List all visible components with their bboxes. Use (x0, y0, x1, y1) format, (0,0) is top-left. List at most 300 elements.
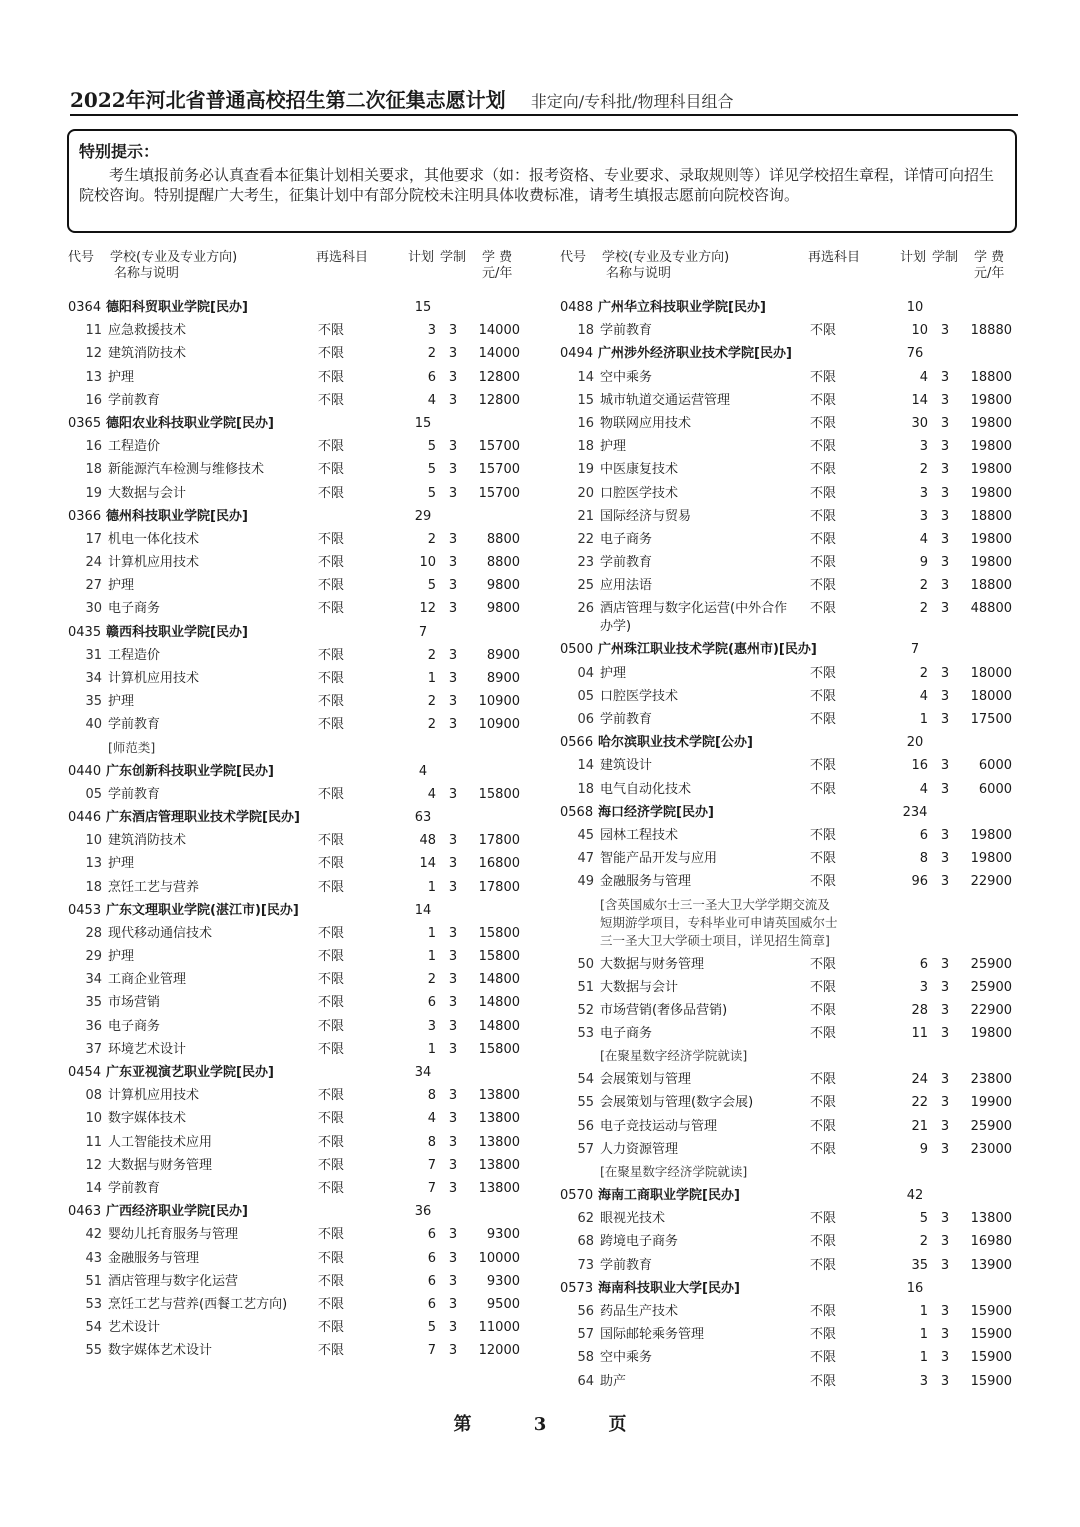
major-years: 3 (940, 462, 950, 478)
school-name: 广东亚视演艺职业学院[民办] (106, 1065, 274, 1080)
major-fee: 19800 (970, 851, 1012, 867)
major-subject: 不限 (318, 323, 345, 339)
major-subject: 不限 (810, 1118, 837, 1134)
major-fee: 15800 (478, 949, 520, 965)
major-name: 建筑消防技术 (108, 346, 187, 362)
header-plan: 计划 (408, 250, 435, 265)
school-row (560, 1277, 1015, 1300)
major-plan: 10 (419, 555, 436, 571)
major-name: 酒店管理与数字化运营 (108, 1273, 239, 1289)
major-row (560, 953, 1015, 976)
school-row (560, 638, 1015, 661)
major-code: 57 (577, 1327, 594, 1343)
school-code: 0365 (68, 415, 102, 431)
major-subject: 不限 (810, 1350, 837, 1366)
major-subject: 不限 (318, 485, 345, 501)
major-subject: 不限 (810, 851, 837, 867)
major-code: 16 (85, 392, 102, 408)
major-fee: 18800 (970, 578, 1012, 594)
major-name: 口腔医学技术 (600, 485, 679, 501)
school-code: 0570 (560, 1188, 594, 1203)
major-code: 42 (85, 1227, 102, 1243)
major-subject: 不限 (318, 369, 345, 385)
major-years: 3 (448, 1088, 458, 1104)
major-row (68, 1107, 523, 1130)
major-row (68, 574, 523, 597)
major-code: 11 (85, 323, 102, 339)
major-code: 55 (85, 1343, 102, 1359)
major-fee: 19800 (970, 531, 1012, 547)
major-name: 学前教育 (108, 392, 161, 408)
major-row (68, 1131, 523, 1154)
school-name: 哈尔滨职业技术学院[公办] (598, 735, 753, 751)
major-plan: 4 (919, 688, 928, 704)
major-row (560, 1300, 1015, 1323)
major-name: 护理 (108, 949, 135, 965)
major-plan: 6 (919, 956, 928, 972)
major-name: 环境艺术设计 (108, 1041, 187, 1057)
header-fee-line2: 元/年 (482, 266, 513, 281)
major-name: 酒店管理与数字化运营(中外合作办学) (600, 601, 788, 635)
major-fee: 18000 (970, 665, 1012, 681)
major-row (560, 366, 1015, 389)
major-years: 3 (940, 1257, 950, 1273)
school-code: 0566 (560, 735, 594, 751)
school-total-plan: 7 (418, 624, 428, 640)
major-years: 3 (448, 369, 458, 385)
major-name: 现代移动通信技术 (108, 925, 213, 941)
major-code: 18 (577, 439, 594, 455)
major-row (68, 342, 523, 365)
major-fee: 15700 (478, 439, 520, 455)
major-code: 43 (85, 1250, 102, 1266)
major-row (560, 847, 1015, 870)
major-years: 3 (940, 323, 950, 339)
major-code: 18 (85, 462, 102, 478)
major-fee: 22900 (970, 874, 1012, 890)
major-fee: 10900 (478, 717, 520, 733)
major-years: 3 (448, 1157, 458, 1173)
major-fee: 19800 (970, 415, 1012, 431)
major-code: 56 (577, 1303, 594, 1319)
major-name: 人力资源管理 (600, 1141, 679, 1157)
major-subject: 不限 (810, 415, 837, 431)
major-row (560, 708, 1015, 731)
major-name: 应急救援技术 (108, 323, 187, 339)
major-row (560, 435, 1015, 458)
major-subject: 不限 (810, 1327, 837, 1343)
major-code: 55 (577, 1095, 594, 1111)
major-code: 12 (85, 346, 102, 362)
major-code: 51 (85, 1273, 102, 1289)
major-plan: 48 (419, 833, 436, 849)
major-subject: 不限 (318, 1320, 345, 1336)
major-row (68, 389, 523, 412)
school-total-plan: 76 (906, 346, 924, 362)
major-plan: 5 (427, 439, 436, 455)
major-name: 物联网应用技术 (600, 415, 692, 431)
major-row (560, 778, 1015, 801)
header-code: 代号 (560, 250, 587, 265)
major-row (68, 1015, 523, 1038)
major-years: 3 (940, 665, 950, 681)
major-subject: 不限 (810, 578, 837, 594)
major-subject: 不限 (318, 462, 345, 478)
major-plan: 4 (919, 531, 928, 547)
major-fee: 6000 (978, 781, 1012, 797)
major-plan: 4 (427, 786, 436, 802)
major-fee: 15800 (478, 925, 520, 941)
header-years: 学制 (932, 250, 959, 265)
major-subject: 不限 (318, 601, 345, 617)
major-row (68, 667, 523, 690)
major-fee: 19800 (970, 827, 1012, 843)
major-name: 建筑消防技术 (108, 833, 187, 849)
major-years: 3 (448, 1041, 458, 1057)
major-plan: 6 (427, 1273, 436, 1289)
major-fee: 23000 (970, 1141, 1012, 1157)
major-subject: 不限 (318, 1343, 345, 1359)
major-subject: 不限 (318, 833, 345, 849)
major-name: 建筑设计 (600, 758, 653, 774)
school-name: 广州华立科技职业学院[民办] (598, 300, 766, 315)
major-plan: 1 (919, 1327, 928, 1343)
major-code: 53 (577, 1026, 594, 1042)
major-row (68, 1223, 523, 1246)
major-fee: 25900 (970, 956, 1012, 972)
major-fee: 18800 (970, 369, 1012, 385)
major-fee: 8900 (486, 671, 520, 686)
major-note: [在聚星数字经济学院就读] (600, 1164, 748, 1179)
major-fee: 13800 (478, 1157, 520, 1173)
major-code: 64 (577, 1373, 594, 1389)
school-code: 0500 (560, 642, 594, 658)
major-plan: 2 (919, 578, 928, 594)
major-code: 15 (577, 392, 594, 408)
major-fee: 14000 (478, 323, 520, 339)
major-subject: 不限 (318, 1250, 345, 1266)
major-code: 30 (85, 601, 102, 617)
major-years: 3 (448, 485, 458, 501)
major-row (68, 551, 523, 574)
major-code: 17 (85, 531, 102, 547)
major-name: 口腔医学技术 (600, 688, 679, 704)
major-fee: 17800 (478, 879, 520, 895)
major-plan: 8 (919, 851, 928, 867)
school-total-plan: 36 (414, 1204, 432, 1220)
major-name: 学前教育 (600, 712, 653, 727)
major-code: 22 (577, 531, 594, 547)
major-subject: 不限 (810, 323, 837, 339)
header-name-line1: 学校(专业及专业方向) (110, 250, 238, 265)
major-subject: 不限 (810, 555, 837, 571)
major-code: 14 (85, 1180, 102, 1196)
major-code: 47 (577, 851, 594, 867)
major-subject: 不限 (318, 1134, 345, 1150)
major-years: 3 (448, 323, 458, 339)
major-name: 药品生产技术 (600, 1303, 679, 1319)
major-plan: 1 (427, 1041, 436, 1057)
major-plan: 4 (427, 392, 436, 408)
major-fee: 12000 (478, 1343, 520, 1359)
major-years: 3 (448, 786, 458, 802)
major-code: 18 (577, 781, 594, 797)
school-name: 广西经济职业学院[民办] (106, 1204, 248, 1220)
major-name: 计算机应用技术 (108, 555, 200, 571)
major-name: 烹饪工艺与营养 (108, 879, 200, 895)
school-row (560, 342, 1015, 365)
major-code: 13 (85, 369, 102, 385)
school-name: 广东酒店管理职业技术学院[民办] (106, 809, 300, 825)
major-code: 10 (85, 833, 102, 849)
major-subject: 不限 (810, 956, 837, 972)
school-row (68, 1200, 523, 1223)
major-fee: 25900 (970, 979, 1012, 995)
major-plan: 24 (911, 1072, 928, 1088)
major-row (68, 968, 523, 991)
major-fee: 23800 (970, 1072, 1012, 1088)
major-row (560, 482, 1015, 505)
school-total-plan: 29 (414, 508, 432, 524)
major-years: 3 (448, 531, 458, 547)
major-plan: 22 (911, 1095, 928, 1111)
major-plan: 1 (919, 1303, 928, 1319)
major-plan: 2 (427, 694, 436, 710)
major-years: 3 (940, 1095, 950, 1111)
right-column (560, 250, 1015, 1393)
major-fee: 18800 (970, 508, 1012, 524)
major-code: 57 (577, 1141, 594, 1157)
major-code: 31 (85, 647, 102, 663)
header-fee-line1: 学 费 (974, 250, 1005, 265)
major-years: 3 (940, 1072, 950, 1088)
school-name: 赣西科技职业学院[民办] (106, 624, 248, 640)
major-row (560, 1022, 1015, 1045)
footer-prefix: 第 (453, 1414, 472, 1435)
major-plan: 3 (427, 1018, 436, 1034)
major-years: 3 (448, 694, 458, 710)
major-name: 大数据与财务管理 (108, 1157, 213, 1173)
major-name: 金融服务与管理 (108, 1250, 200, 1266)
major-subject: 不限 (318, 786, 345, 802)
major-subject: 不限 (810, 979, 837, 995)
major-plan: 2 (919, 462, 928, 478)
header-name-line2: 名称与说明 (606, 266, 672, 281)
school-name: 广州珠江职业技术学院(惠州市)[民办] (598, 642, 817, 658)
school-total-plan: 15 (414, 300, 432, 315)
major-subject: 不限 (318, 1273, 345, 1289)
school-total-plan: 42 (906, 1188, 924, 1203)
major-code: 37 (85, 1041, 102, 1057)
major-plan: 6 (427, 369, 436, 385)
footer-suffix: 页 (608, 1414, 627, 1435)
major-plan: 96 (911, 874, 928, 890)
school-total-plan: 20 (906, 735, 924, 751)
major-plan: 1 (427, 879, 436, 895)
major-code: 50 (577, 956, 594, 972)
major-plan: 4 (919, 369, 928, 385)
major-years: 3 (940, 415, 950, 431)
major-years: 3 (940, 1303, 950, 1319)
major-years: 3 (448, 647, 458, 663)
major-plan: 8 (427, 1134, 436, 1150)
major-name: 会展策划与管理 (600, 1072, 692, 1088)
major-row (68, 366, 523, 389)
school-name: 广州涉外经济职业技术学院[民办] (598, 346, 792, 362)
major-code: 08 (85, 1088, 102, 1104)
major-name: 护理 (108, 856, 135, 872)
major-fee: 18880 (970, 323, 1012, 339)
major-code: 12 (85, 1157, 102, 1173)
major-subject: 不限 (810, 1303, 837, 1319)
page-footer (0, 1410, 1080, 1436)
major-fee: 15800 (478, 786, 520, 802)
school-row (560, 296, 1015, 319)
school-total-plan: 15 (414, 415, 432, 431)
major-row (68, 713, 523, 736)
major-subject: 不限 (318, 392, 345, 408)
major-subject: 不限 (810, 758, 837, 774)
major-code: 54 (85, 1320, 102, 1336)
major-code: 40 (85, 717, 102, 733)
major-fee: 8800 (486, 531, 520, 547)
major-years: 3 (448, 1320, 458, 1336)
major-fee: 19800 (970, 439, 1012, 455)
school-row (68, 412, 523, 435)
major-code: 29 (85, 949, 102, 965)
major-fee: 19800 (970, 555, 1012, 571)
major-years: 3 (940, 392, 950, 408)
major-row (560, 1091, 1015, 1114)
major-row (560, 685, 1015, 708)
major-row (560, 1230, 1015, 1253)
major-row (68, 319, 523, 342)
major-name: 学前教育 (108, 786, 161, 802)
major-fee: 19800 (970, 1026, 1012, 1042)
major-subject: 不限 (810, 1234, 837, 1250)
major-subject: 不限 (810, 665, 837, 681)
major-plan: 6 (427, 995, 436, 1011)
major-plan: 2 (427, 346, 436, 362)
major-years: 3 (940, 555, 950, 571)
major-row (68, 528, 523, 551)
header-name (602, 250, 729, 282)
major-row (68, 1154, 523, 1177)
major-fee: 8900 (486, 647, 520, 663)
major-years: 3 (448, 1273, 458, 1289)
major-subject: 不限 (318, 1041, 345, 1057)
major-code: 20 (577, 485, 594, 501)
major-subject: 不限 (810, 1002, 837, 1018)
school-row (560, 1184, 1015, 1207)
major-plan: 2 (427, 717, 436, 733)
major-name: 城市轨道交通运营管理 (600, 392, 731, 408)
major-years: 3 (448, 1296, 458, 1312)
major-name: 电子商务 (600, 531, 653, 547)
major-name: 空中乘务 (600, 1350, 653, 1366)
major-subject: 不限 (810, 1072, 837, 1088)
major-subject: 不限 (810, 369, 837, 385)
major-plan: 10 (911, 323, 928, 339)
major-row (560, 1323, 1015, 1346)
school-code: 0364 (68, 300, 102, 315)
major-subject: 不限 (318, 647, 345, 663)
major-years: 3 (940, 874, 950, 890)
major-years: 3 (448, 1134, 458, 1150)
header-fee (974, 250, 1004, 282)
major-subject: 不限 (318, 1157, 345, 1173)
major-plan: 2 (427, 531, 436, 547)
page-number: 3 (533, 1414, 547, 1435)
major-row (560, 505, 1015, 528)
major-row (560, 389, 1015, 412)
major-name: 智能产品开发与应用 (600, 851, 718, 867)
major-plan: 2 (427, 972, 436, 988)
page-title: 2022年河北省普通高校招生第二次征集志愿计划 (70, 88, 506, 112)
school-list (560, 296, 1015, 1393)
major-fee: 19900 (970, 1095, 1012, 1111)
major-row (68, 1247, 523, 1270)
major-row (68, 1038, 523, 1061)
major-fee: 15900 (970, 1350, 1012, 1366)
school-row (68, 505, 523, 528)
header-fee-line1: 学 费 (482, 250, 513, 265)
major-name: 计算机应用技术 (108, 671, 200, 686)
major-fee: 9500 (486, 1296, 520, 1312)
major-plan: 6 (919, 827, 928, 843)
column-header (68, 250, 523, 296)
major-subject: 不限 (810, 688, 837, 704)
major-row (560, 1346, 1015, 1369)
major-plan: 11 (911, 1026, 928, 1042)
major-name: 市场营销(奢侈品营销) (600, 1002, 728, 1018)
major-row (560, 551, 1015, 574)
major-fee: 19800 (970, 392, 1012, 408)
school-total-plan: 14 (414, 902, 432, 918)
major-name: 大数据与会计 (600, 979, 679, 995)
major-plan: 21 (911, 1118, 928, 1134)
major-years: 3 (940, 956, 950, 972)
major-fee: 14000 (478, 346, 520, 362)
major-name: 艺术设计 (108, 1320, 161, 1336)
major-plan: 5 (427, 462, 436, 478)
major-fee: 25900 (970, 1118, 1012, 1134)
major-years: 3 (940, 508, 950, 524)
major-years: 3 (940, 531, 950, 547)
header-plan: 计划 (900, 250, 927, 265)
major-row (560, 1068, 1015, 1091)
major-subject: 不限 (318, 346, 345, 362)
header-fee (482, 250, 512, 282)
school-code: 0440 (68, 763, 102, 779)
major-subject: 不限 (810, 392, 837, 408)
school-total-plan: 10 (906, 300, 924, 315)
major-plan: 1 (427, 949, 436, 965)
major-subject: 不限 (318, 1018, 345, 1034)
major-code: 13 (85, 856, 102, 872)
major-code: 21 (577, 508, 594, 524)
major-years: 3 (448, 555, 458, 571)
major-row (560, 662, 1015, 685)
major-code: 53 (85, 1296, 102, 1312)
major-fee: 9300 (486, 1227, 520, 1243)
major-plan: 3 (919, 1373, 928, 1389)
major-subject: 不限 (318, 694, 345, 710)
major-years: 3 (940, 1118, 950, 1134)
major-years: 3 (940, 1211, 950, 1227)
major-fee: 16800 (478, 856, 520, 872)
major-fee: 19800 (970, 485, 1012, 501)
